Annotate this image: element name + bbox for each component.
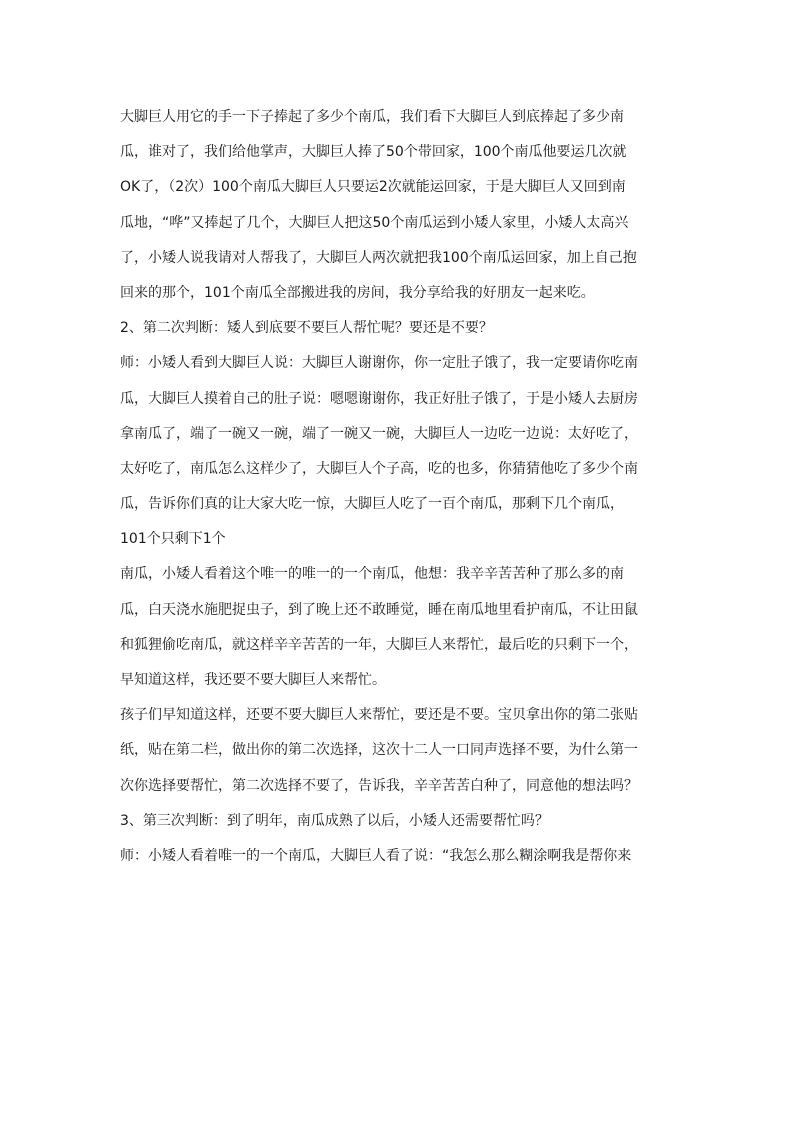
text-line-14: 南瓜，小矮人看着这个唯一的唯一的一个南瓜，他想：我辛辛苦苦种了那么多的南 <box>120 566 624 583</box>
text-line-15: 瓜，白天浇水施肥捉虫子，到了晚上还不敢睡觉，睡在南瓜地里看护南瓜，不让田鼠 <box>120 601 638 618</box>
text-line-11: 太好吃了，南瓜怎么这样少了，大脚巨人个子高，吃的也多，你猜猜他吃了多少个南 <box>120 460 638 477</box>
text-line-2: 瓜，谁对了，我们给他掌声，大脚巨人捧了50个带回家，100个南瓜他要运几次就 <box>120 144 627 161</box>
text-line-10: 拿南瓜了，端了一碗又一碗，端了一碗又一碗，大脚巨人一边吃一边说：太好吃了， <box>120 425 638 442</box>
text-line-3: OK了，（2次）100个南瓜大脚巨人只要运2次就能运回家，于是大脚巨人又回到南 <box>120 179 626 196</box>
text-line-12: 瓜，告诉你们真的让大家大吃一惊，大脚巨人吃了一百个南瓜，那剩下几个南瓜， <box>120 496 624 513</box>
section-heading-2: 2、第二次判断：矮人到底要不要巨人帮忙呢？要还是不要？ <box>120 320 493 337</box>
text-line-6: 回来的那个，101个南瓜全部搬进我的房间，我分享给我的好朋友一起来吃。 <box>120 284 595 301</box>
text-line-19: 纸，贴在第二栏，做出你的第二次选择，这次十二人一口同声选择不要，为什么第一 <box>120 742 638 759</box>
text-line-4: 瓜地，“哗”又捧起了几个，大脚巨人把这50个南瓜运到小矮人家里，小矮人太高兴 <box>120 214 629 231</box>
text-line-1: 大脚巨人用它的手一下子捧起了多少个南瓜，我们看下大脚巨人到底捧起了多少南 <box>120 109 624 125</box>
text-line-9: 瓜，大脚巨人摸着自己的肚子说：嗯嗯谢谢你，我正好肚子饿了，于是小矮人去厨房 <box>120 390 638 407</box>
text-line-17: 早知道这样，我还要不要大脚巨人来帮忙。 <box>120 672 386 688</box>
section-heading-3: 3、第三次判断：到了明年，南瓜成熟了以后，小矮人还需要帮忙吗？ <box>120 812 549 829</box>
text-line-18: 孩子们早知道这样，还要不要大脚巨人来帮忙，要还是不要。宝贝拿出你的第二张贴 <box>120 707 638 724</box>
text-line-8: 师：小矮人看到大脚巨人说：大脚巨人谢谢你，你一定肚子饿了，我一定要请你吃南 <box>120 355 638 372</box>
text-line-16: 和狐狸偷吃南瓜，就这样辛辛苦苦的一年，大脚巨人来帮忙，最后吃的只剩下一个， <box>120 636 638 653</box>
text-line-5: 了，小矮人说我请对人帮我了，大脚巨人两次就把我100个南瓜运回家，加上自己抱 <box>120 249 637 266</box>
text-line-13: 101个只剩下1个 <box>120 531 226 548</box>
document-body <box>120 100 680 874</box>
text-line-20: 次你选择要帮忙，第二次选择不要了，告诉我，辛辛苦苦白种了，同意他的想法吗？ <box>120 777 638 794</box>
text-line-22: 师：小矮人看着唯一的一个南瓜，大脚巨人看了说：“我怎么那么糊涂啊我是帮你来 <box>120 847 632 864</box>
